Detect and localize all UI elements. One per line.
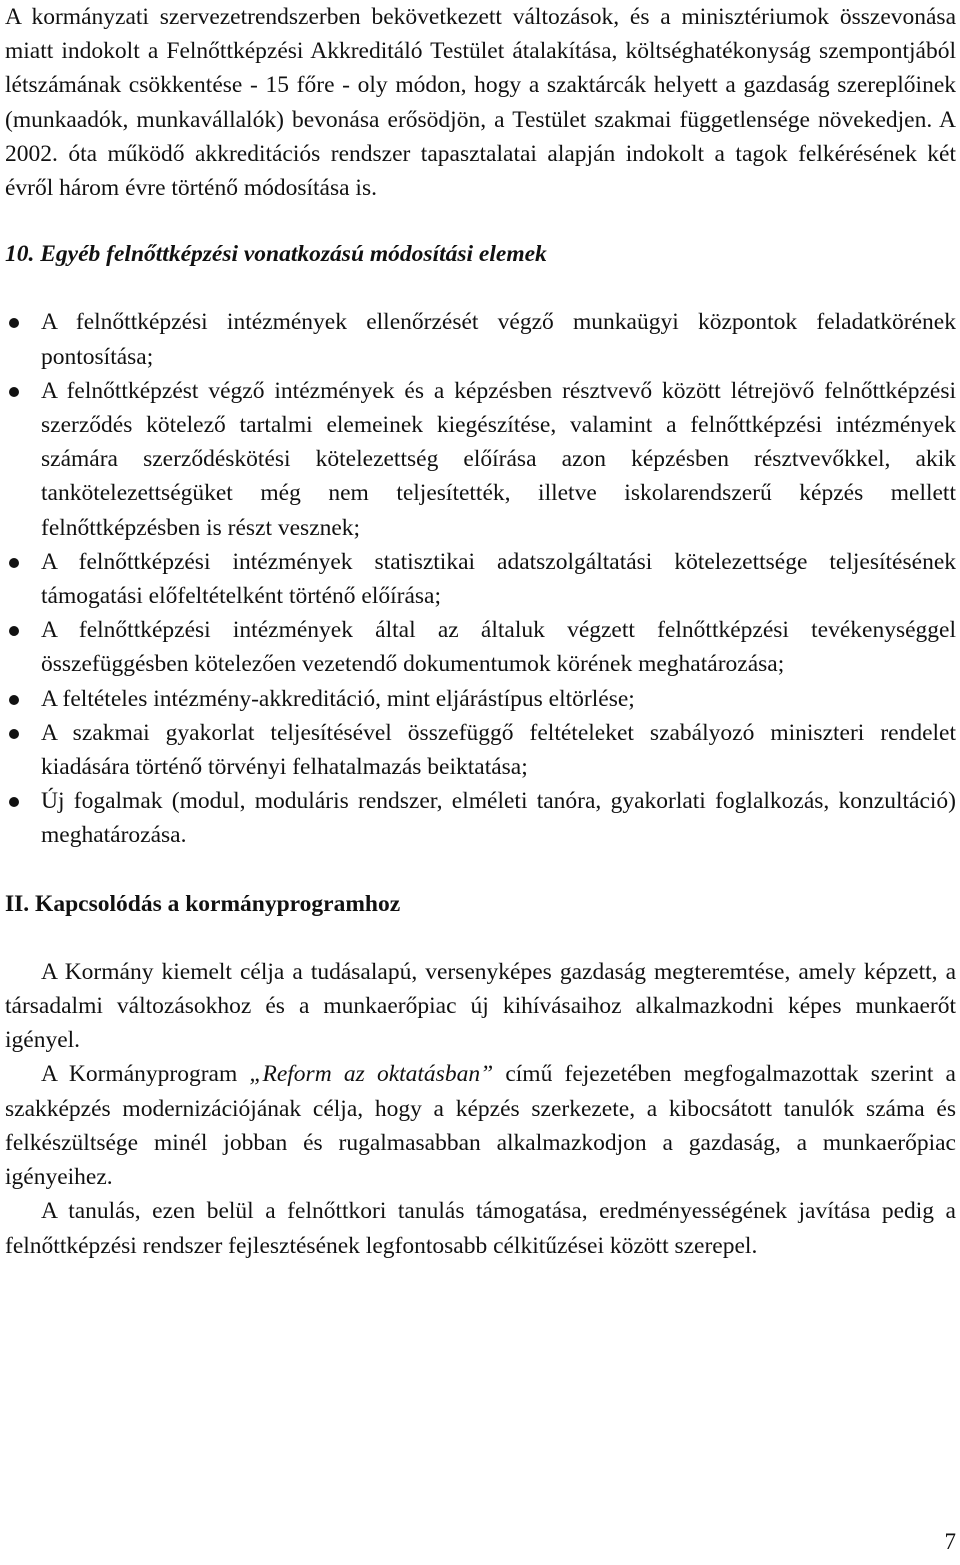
government-program-paragraph [5,1057,956,1194]
list-item [5,682,956,716]
paragraph-text-after: című fejezetében megfogalmazottak szerint a szakképzés modernizációjának célja, hogy a képzés szerkezete, a kibocsátott tanulók száma és felkészültsége minél jobban és rugalmasabban alkalmazkodjon a gazdaság, a munkaerőpiac igényeihez. [5,1061,956,1191]
section-ii-heading: II. Kapcsolódás a kormányprogramhoz [5,890,401,917]
section-10-heading: 10. Egyéb felnőttképzési vonatkozású módosítási elemek [5,241,547,268]
list-item [5,716,956,784]
bullet-icon [9,797,19,807]
list-item-text: Új fogalmak (modul, moduláris rendszer, elméleti tanóra, gyakorlati foglalkozás, konzultáció) meghatározása. [41,788,956,849]
bullet-icon [9,626,19,636]
list-item-text: A felnőttképzési intézmények statisztikai adatszolgáltatási kötelezettsége teljesítésének támogatási előfeltételként történő előírása; [41,548,956,610]
adult-learning-paragraph: A tanulás, ezen belül a felnőttkori tanulás támogatása, eredményességének javítása pedig a felnőttképzési rendszer fejlesztésének legfontosabb célkitűzései között szerepel. [5,1198,956,1259]
bullet-icon [9,695,19,705]
bullet-icon [9,387,19,397]
page-number: 7 [944,1528,956,1554]
list-item [5,305,956,373]
list-item [5,784,956,852]
list-item [5,545,956,613]
list-item [5,374,956,545]
document-page [5,0,956,1263]
list-item-text: A szakmai gyakorlat teljesítésével összefüggő feltételeket szabályozó miniszteri rendelet kiadására történő törvényi felhatalmazás beiktatása; [41,719,956,781]
list-item-text: A felnőttképzést végző intézmények és a képzésben résztvevő között létrejövő felnőttképzési szerződés kötelező tartalmi elemeinek kiegészítése, valamint a felnőttképzési intézmények számára szerződéskötési kötelezettség előírása azon képzésben résztvevőkkel, akik tankötelezettségüket még nem teljesítették, illetve iskolarendszerű képzés mellett felnőttképzésben is részt vesznek; [41,377,956,541]
paragraph-text-before: A Kormányprogram [41,1061,250,1088]
list-item-text: A felnőttképzési intézmények ellenőrzését végző munkaügyi központok feladatkörének pontosítása; [41,309,956,370]
list-item-text: A feltételes intézmény-akkreditáció, mint eljárástípus eltörlése; [41,685,635,712]
intro-paragraph: A kormányzati szervezetrendszerben bekövetkezett változások, és a minisztériumok összevonása miatt indokolt a Felnőttképzési Akkreditáló Testület átalakítása, költséghatékonyság szempontjából létszámának csökkentése - 15 főre - oly módon, hogy a szaktárcák helyett a gazdaság szereplőinek (munkaadók, munkavállalók) bevonása erősödjön, a Testület szakmai függetlensége növekedjen. A 2002. óta működő akkreditációs rendszer tapasztalatai alapján indokolt a tagok felkérésének két évről három évre történő módosítása is. [5,4,956,202]
government-goal-paragraph: A Kormány kiemelt célja a tudásalapú, versenyképes gazdaság megteremtése, amely képzett, a társadalmi változásokhoz és a munkaerőpiac új kihívásaihoz alkalmazkodni képes munkaerőt igényel. [5,958,956,1054]
list-item [5,613,956,681]
bullet-icon [9,729,19,739]
program-chapter-title: „Reform az oktatásban” [249,1061,494,1088]
bullet-icon [9,558,19,568]
list-item-text: A felnőttképzési intézmények által az általuk végzett felnőttképzési tevékenységgel összefüggésben kötelezően vezetendő dokumentumok körének meghatározása; [41,617,956,678]
modification-list [5,305,956,852]
bullet-icon [9,318,19,328]
